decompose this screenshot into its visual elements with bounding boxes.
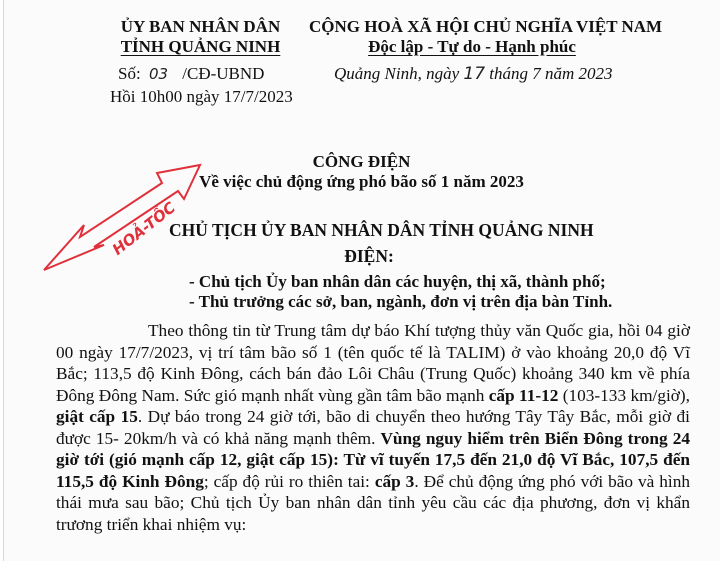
body-text (56, 320, 690, 535)
recipient-1: - Chủ tịch Ủy ban nhân dân các huyện, thị xã, thành phố; (189, 272, 606, 291)
sender-title: CHỦ TỊCH ỦY BAN NHÂN DÂN TỈNH QUẢNG NINH (169, 220, 594, 240)
number-handwritten: 03 (148, 65, 169, 83)
agency-name-line1: ỦY BAN NHÂN DÂN (120, 17, 281, 36)
document-subject: Về việc chủ động ứng phó bão số 1 năm 2023 (199, 172, 524, 191)
number-prefix: Số: (118, 64, 141, 83)
document-page (3, 0, 720, 561)
document-number (118, 64, 264, 84)
number-suffix: /CĐ-UBND (182, 64, 265, 83)
sent-time: Hồi 10h00 ngày 17/7/2023 (110, 87, 293, 106)
agency-name-line2 (108, 37, 293, 57)
national-motto: Độc lập - Tự do - Hạnh phúc (368, 37, 576, 56)
national-title: CỘNG HOÀ XÃ HỘI CHỦ NGHĨA VIỆT NAM (309, 17, 663, 36)
paragraph-1: Theo thông tin từ Trung tâm dự báo Khí tượng thủy văn Quốc gia, hồi 04 giờ 00 ngày 17/7/2023, vị trí tâm bão số 1 (tên quốc tế là TALIM) ở vào khoảng 20,0 độ Vĩ Bắc; 113,5 độ Kinh Đông, cách bán đảo Lôi Châu (Trung Quốc) khoảng 340 km về phía Đông Đông Nam. Sức gió mạnh nhất vùng gần tâm bão mạnh cấp 11-12 (103-133 km/giờ), giật cấp 15. Dự báo trong 24 giờ tới, bão di chuyển theo hướng Tây Tây Bắc, mỗi giờ đi được 15- 20km/h và có khả năng mạnh thêm. Vùng nguy hiểm trên Biển Đông trong 24 giờ tới (gió mạnh cấp 12, giật cấp 15): Từ vĩ tuyến 17,5 đến 21,0 độ Vĩ Bắc, 107,5 đến 115,5 độ Kinh Đông; cấp độ rủi ro thiên tai: cấp 3. Để chủ động ứng phó với bão và hình thái mưa sau bão; Chủ tịch Ủy ban nhân dân tỉnh yêu cầu các địa phương, đơn vị khẩn trương triển khai nhiệm vụ: (56, 321, 690, 534)
recipient-2: - Thủ trưởng các sở, ban, ngành, đơn vị trên địa bàn Tỉnh. (189, 292, 613, 311)
date-day-handwritten: 17 (463, 64, 486, 84)
urgent-stamp (42, 163, 212, 273)
agency-province: TỈNH QUẢNG NINH (120, 37, 281, 56)
svg-text:HOẢ-TỐC: HOẢ-TỐC (108, 198, 179, 259)
arrow-stamp-icon (42, 163, 212, 273)
document-type: CÔNG ĐIỆN (312, 152, 411, 171)
place-date: Quảng Ninh, ngày 17 tháng 7 năm 2023 (334, 64, 613, 84)
action-label: ĐIỆN: (344, 246, 394, 266)
